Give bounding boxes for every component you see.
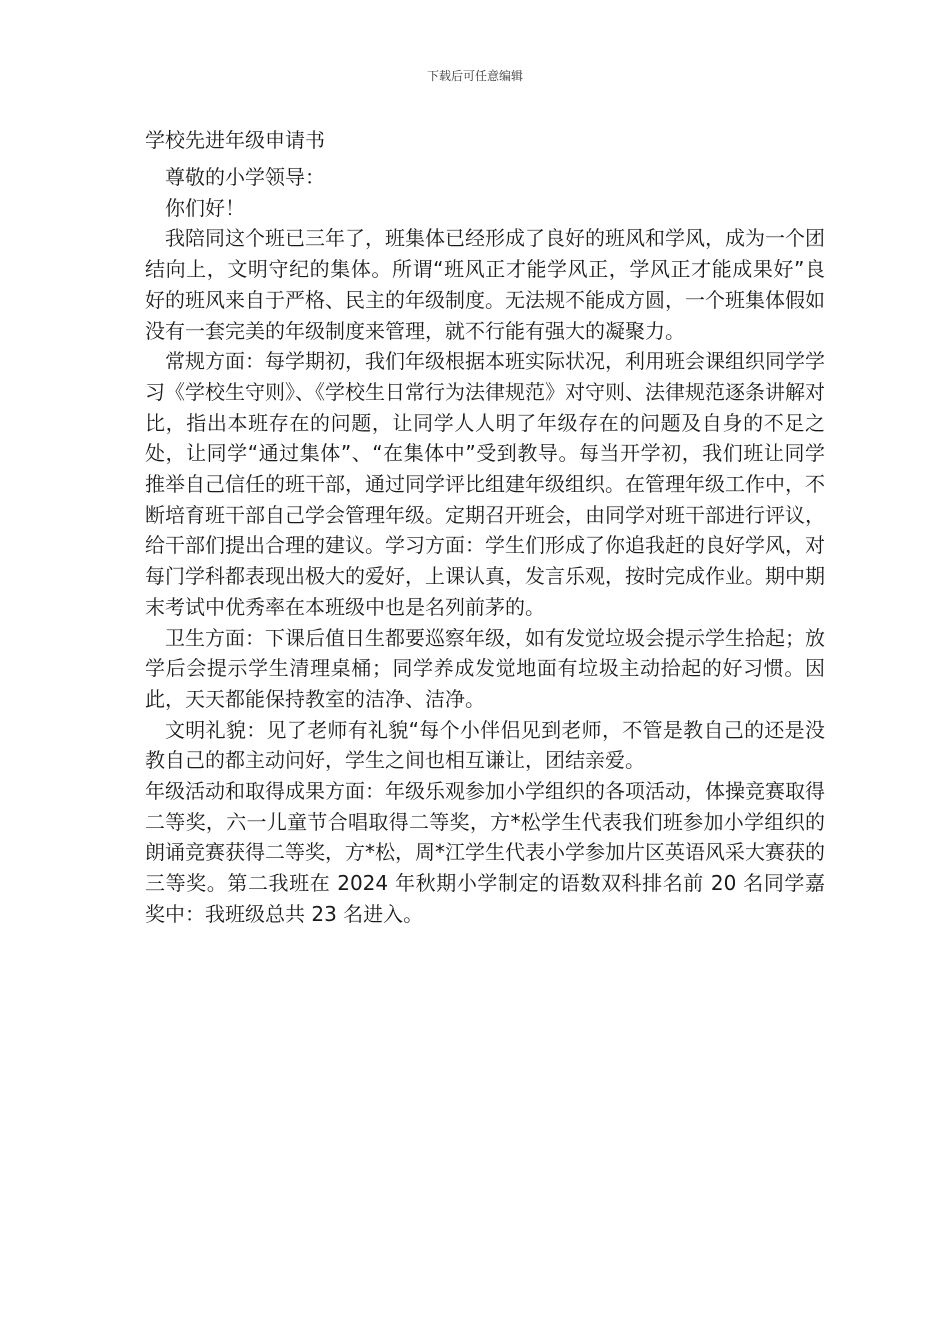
- paragraph-achievements: 年级活动和取得成果方面：年级乐观参加小学组织的各项活动，体操竞赛取得二等奖，六一儿童节合唱取得二等奖，方*松学生代表我们班参加小学组织的朗诵竞赛获得二等奖，方*松，周*江学生代表小学参加片区英语风采大赛获的三等奖。第二我班在 2024 年秋期小学制定的语数双科排名前 20 名同学嘉奖中：我班级总共 23 名进入。: [145, 779, 825, 926]
- document-body: [145, 162, 825, 930]
- salutation: 尊敬的小学领导：: [165, 165, 325, 189]
- paragraph-intro: 我陪同这个班已三年了，班集体已经形成了良好的班风和学风，成为一个团结向上，文明守纪的集体。所谓“班风正才能学风正，学风正才能成果好”良好的班风来自于严格、民主的年级制度。无法规不能成方圆，一个班集体假如没有一套完美的年级制度来管理，就不行能有强大的凝聚力。: [145, 226, 825, 343]
- greeting: 你们好！: [165, 195, 245, 220]
- page-title: 学校先进年级申请书: [145, 128, 325, 152]
- paragraph-hygiene: 卫生方面：下课后值日生都要巡察年级，如有发觉垃圾会提示学生拾起；放学后会提示学生清理桌桶；同学养成发觉地面有垃圾主动拾起的好习惯。因此，天天都能保持教室的洁净、洁净。: [145, 625, 825, 711]
- page-header-note: 下载后可任意编辑: [426, 69, 523, 83]
- paragraph-routine: 常规方面：每学期初，我们年级根据本班实际状况，利用班会课组织同学学习《学校生守则》、《学校生日常行为法律规范》对守则、法律规范逐条讲解对比，指出本班存在的问题，让同学人人明了年级存在的问题及自身的不足之处，让同学“通过集体”、“在集体中”受到教导。每当开学初，我们班让同学推举自己信任的班干部，通过同学评比组建年级组织。在管理年级工作中，不断培育班干部自己学会管理年级。定期召开班会，由同学对班干部进行评议，给干部们提出合理的建议。学习方面：学生们形成了你追我赶的良好学风，对每门学科都表现出极大的爱好，上课认真，发言乐观，按时完成作业。期中期末考试中优秀率在本班级中也是名列前茅的。: [145, 349, 825, 619]
- paragraph-etiquette: 文明礼貌：见了老师有礼貌“每个小伴侣见到老师，不管是教自己的还是没教自己的都主动问好，学生之间也相互谦让，团结亲爱。: [145, 717, 825, 773]
